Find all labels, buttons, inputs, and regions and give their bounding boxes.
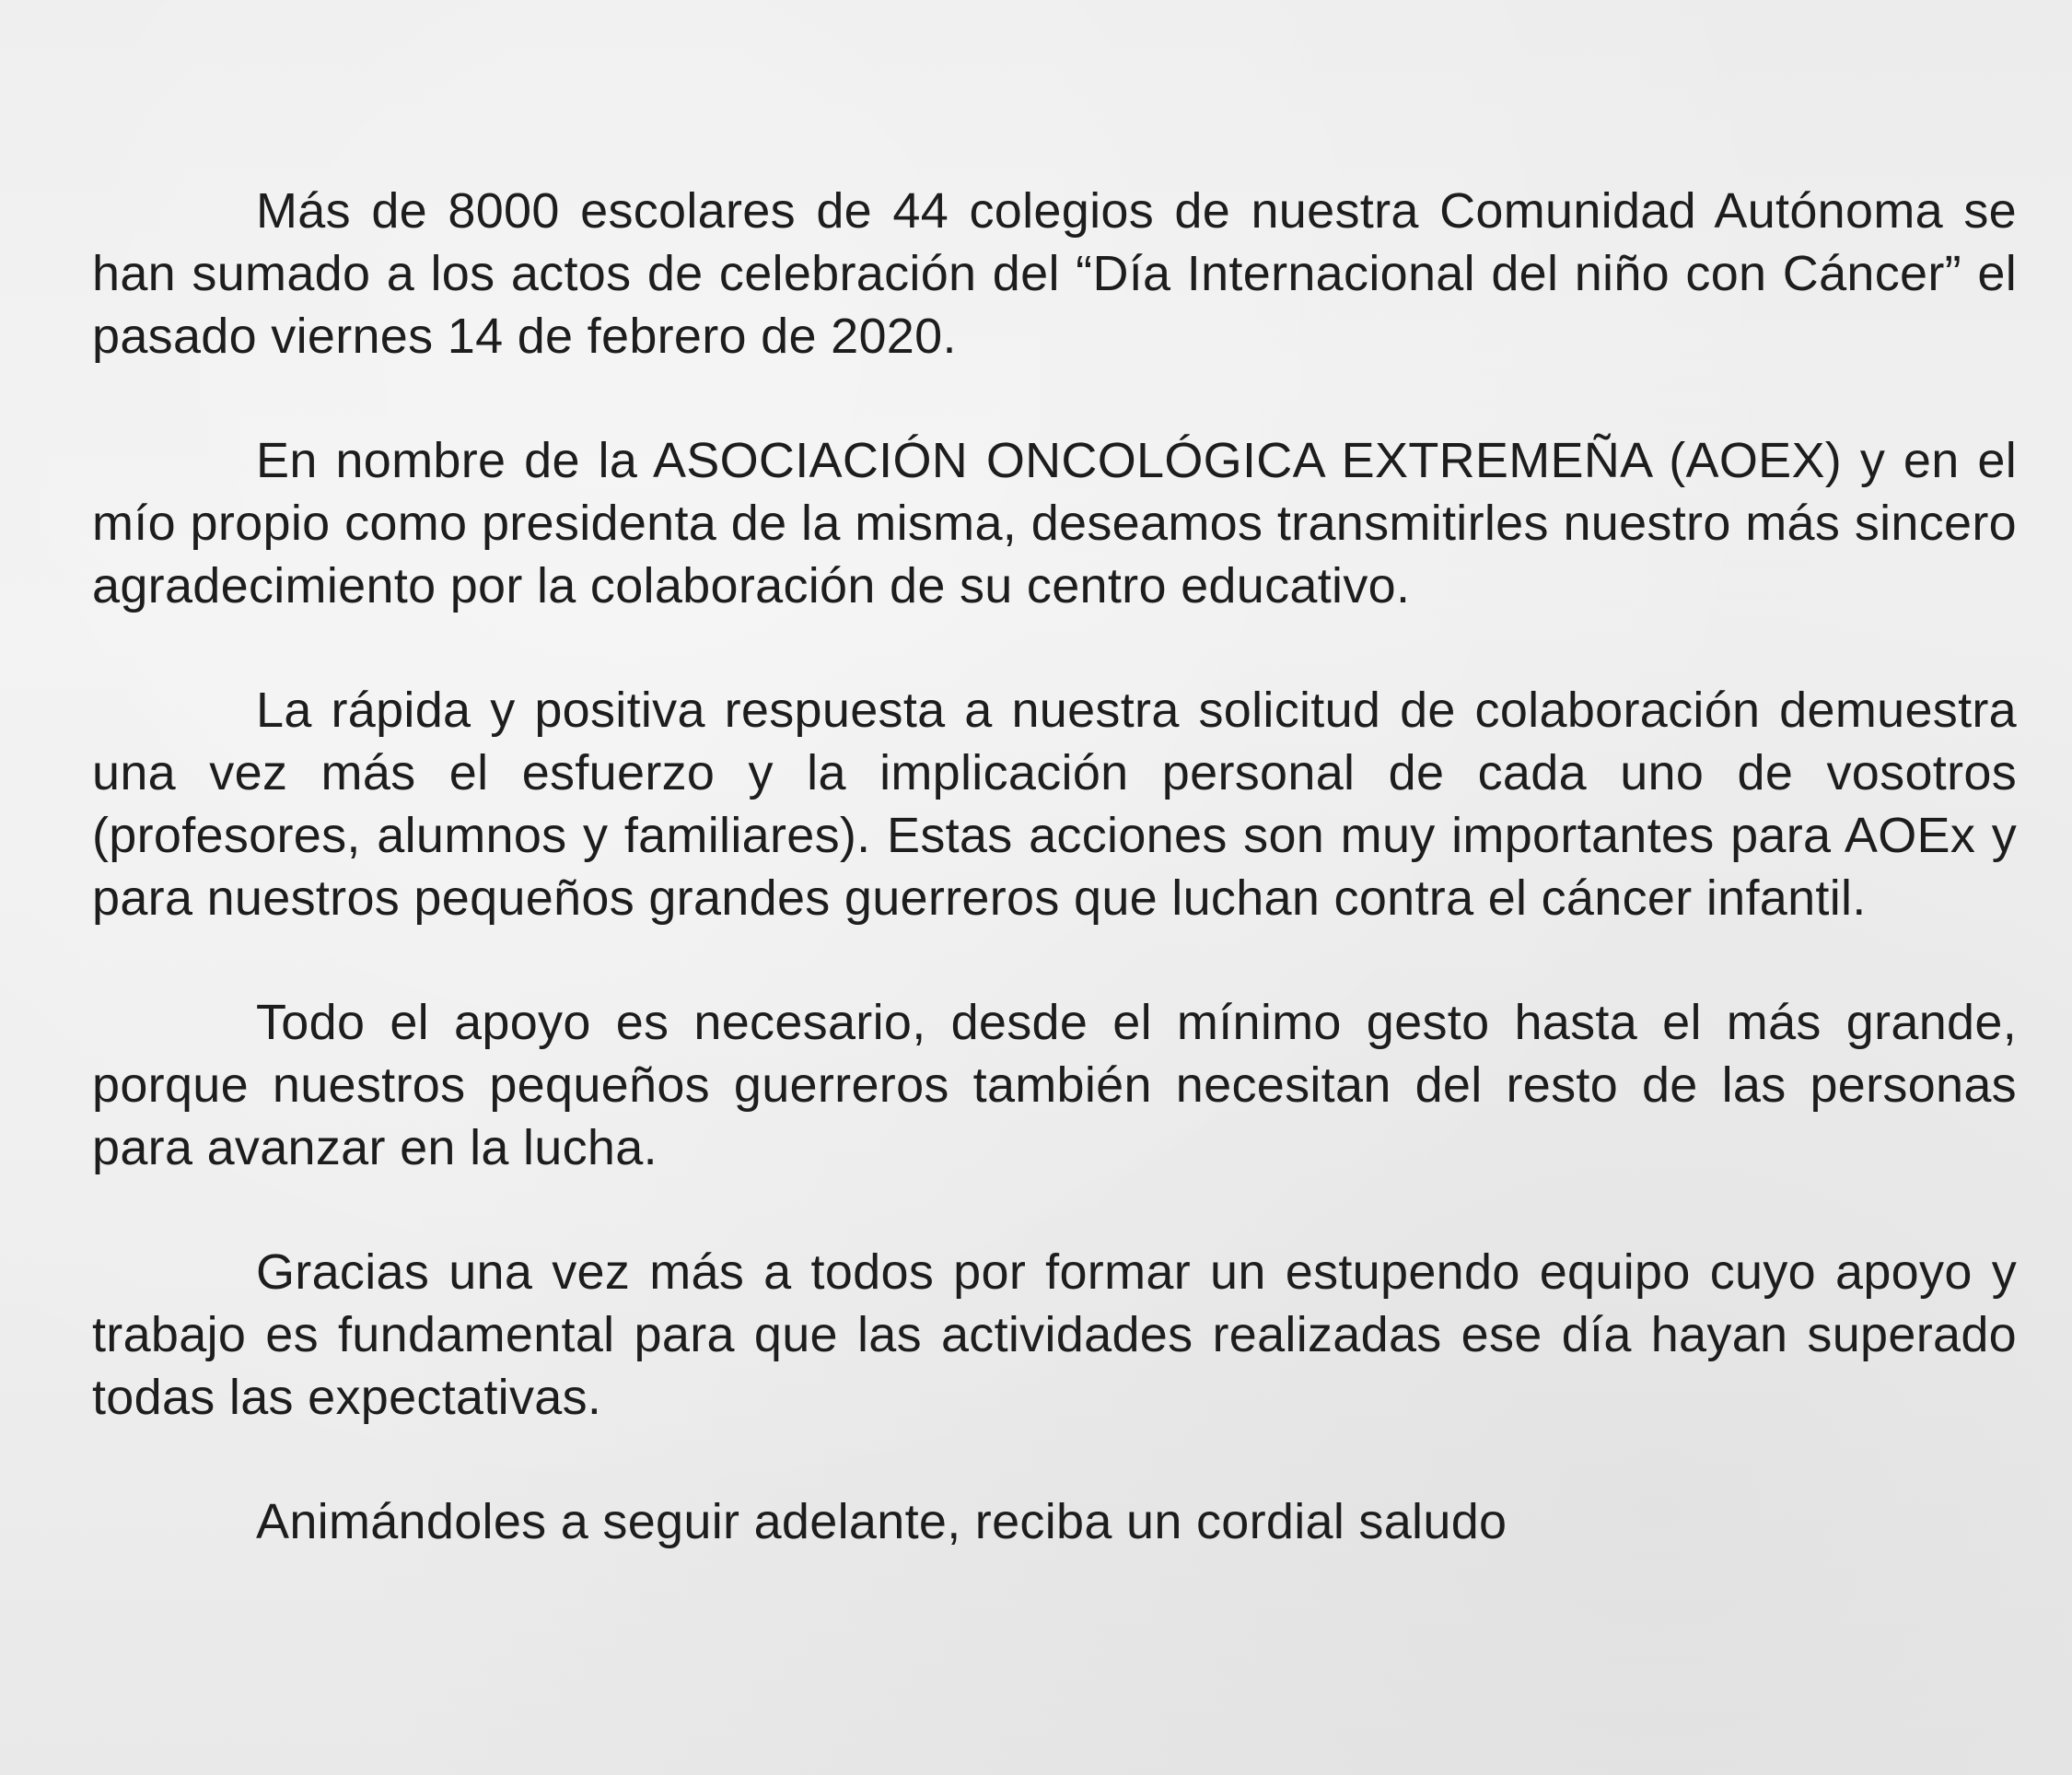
- paragraph-support: Todo el apoyo es necesario, desde el mínimo gesto hasta el más grande, porque nuestros pequeños guerreros también necesitan del resto de las personas para avanzar en la lucha.: [92, 995, 2017, 1175]
- letter-body: [92, 180, 2017, 1615]
- paragraph-gratitude: En nombre de la ASOCIACIÓN ONCOLÓGICA EXTREMEÑA (AOEX) y en el mío propio como presidenta de la misma, deseamos transmitirles nuestro más sincero agradecimiento por la colaboración de su centro educativo.: [92, 433, 2017, 613]
- paragraph-response: La rápida y positiva respuesta a nuestra solicitud de colaboración demuestra una vez más el esfuerzo y la implicación personal de cada uno de vosotros (profesores, alumnos y familiares). Estas acciones son muy importantes para AOEx y para nuestros pequeños grandes guerreros que luchan contra el cáncer infantil.: [92, 683, 2017, 926]
- paragraph-thanks: Gracias una vez más a todos por formar un estupendo equipo cuyo apoyo y trabajo es fundamental para que las actividades realizadas ese día hayan superado todas las expectativas.: [92, 1244, 2017, 1425]
- closing-line: Animándoles a seguir adelante, reciba un cordial saludo: [256, 1494, 1507, 1549]
- paragraph-participation: Más de 8000 escolares de 44 colegios de nuestra Comunidad Autónoma se han sumado a los actos de celebración del “Día Internacional del niño con Cáncer” el pasado viernes 14 de febrero de 2020.: [92, 183, 2017, 364]
